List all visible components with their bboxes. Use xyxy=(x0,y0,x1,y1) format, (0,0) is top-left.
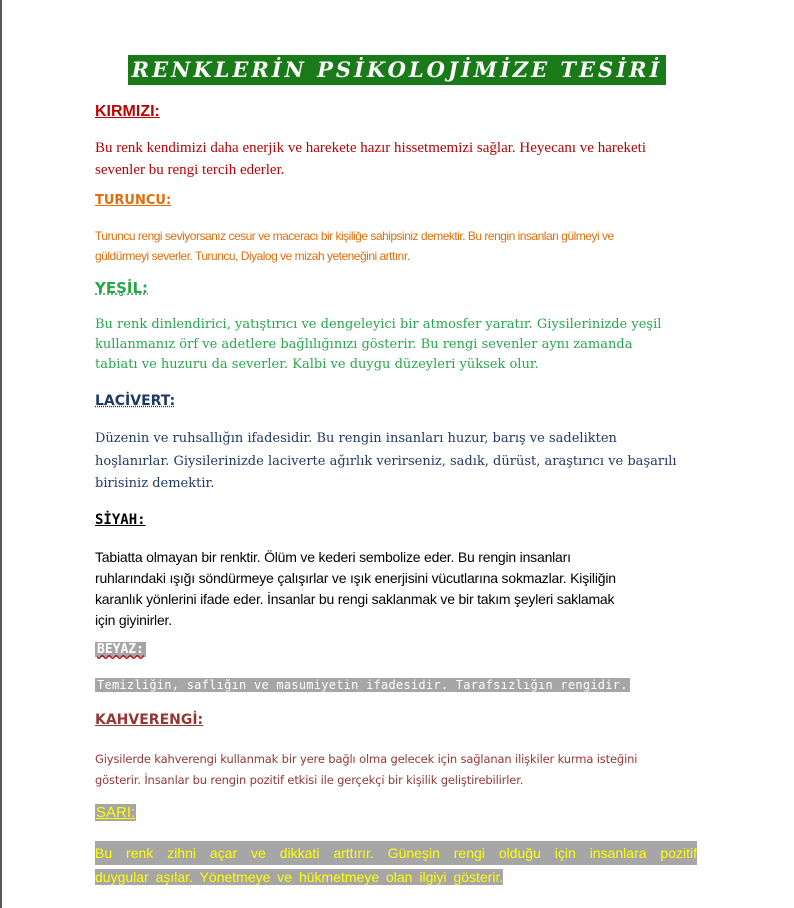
text-line: gösterir. İnsanlar bu rengin pozitif etkisi ile gerçekçi bir kişilik geliştirebilirler. xyxy=(95,773,524,787)
text-line: Giysilerde kahverengi kullanmak bir yere bağlı olma gelecek için sağlanan ilişkiler kurma isteğini xyxy=(95,752,638,766)
heading-yesil: YEŞİL: xyxy=(95,279,149,297)
text-line: hoşlanırlar. Giysilerinizde laciverte ağırlık verirseniz, sadık, dürüst, araştırıcı ve başarılı xyxy=(95,453,677,469)
text-sari xyxy=(95,841,697,889)
heading-beyaz: BEYAZ: xyxy=(97,642,144,657)
text-line: için giyinirler. xyxy=(95,612,172,628)
heading-turuncu: TURUNCU: xyxy=(95,193,172,208)
text-line: Düzenin ve ruhsallığın ifadesidir. Bu rengin insanları huzur, barış ve sadelikten xyxy=(95,431,617,446)
text-beyaz xyxy=(95,676,630,694)
title-wrap xyxy=(0,55,794,85)
text-line: duygular aşılar. Yönetmeye ve hükmetmeye olan ilgiyi gösterir. xyxy=(95,869,504,885)
text-line: Turuncu rengi seviyorsanız cesur ve maceracı bir kişiliğe sahipsiniz demektir. Bu rengin insanları gülmeyi ve xyxy=(95,229,614,243)
text-line: Bu renk dinlendirici, yatıştırıcı ve dengeleyici bir atmosfer yaratır. Giysilerinizde yeşil xyxy=(95,317,662,332)
text-kirmizi xyxy=(95,137,646,181)
text-line: karanlık yönlerini ifade eder. İnsanlar bu rengi saklanmak ve bir takım şeyleri saklamak xyxy=(95,591,615,607)
text-turuncu xyxy=(95,226,614,266)
text-line: ruhlarındaki ışığı söndürmeye çalışırlar ve ışık enerjisini vücutlarına sokmazlar. Kişiliğin xyxy=(95,570,616,586)
heading-sari: SARI: xyxy=(96,804,136,821)
text-siyah xyxy=(95,547,616,631)
text-line: kullanmanız örf ve adetlere bağlılığınızı gösterir. Bu rengi sevenler aynı zamanda xyxy=(95,337,633,352)
text-line: Tabiatta olmayan bir renktir. Ölüm ve kederi sembolize eder. Bu rengin insanları xyxy=(95,549,571,565)
heading-kirmizi: KIRMIZI: xyxy=(95,103,160,120)
heading-siyah: SİYAH: xyxy=(95,512,146,528)
text-line: Temizliğin, saflığın ve masumiyetin ifadesidir. Tarafsızlığın rengidir. xyxy=(97,678,628,692)
text-yesil xyxy=(95,315,661,375)
page-edge xyxy=(0,0,2,908)
text-line: güldürmeyi severler. Turuncu, Diyalog ve mizah yeteneğini arttırır. xyxy=(95,249,410,263)
text-line: sevenler bu rengi tercih ederler. xyxy=(95,162,285,178)
heading-kahverengi: KAHVERENGİ: xyxy=(95,712,204,728)
text-line: Bu renk kendimizi daha enerjik ve harekete hazır hissetmemizi sağlar. Heyecanı ve hareketi xyxy=(95,140,647,156)
heading-lacivert: LACİVERT: xyxy=(95,393,176,409)
page-title: RENKLERİN PSİKOLOJİMİZE TESİRİ xyxy=(128,55,667,85)
text-line: birisiniz demektir. xyxy=(95,476,215,491)
text-line: Bu renk zihni açar ve dikkati arttırır. Güneşin rengi olduğu için insanlara pozitif xyxy=(95,841,697,865)
text-kahverengi xyxy=(95,749,637,791)
text-line: tabiatı ve huzuru da severler. Kalbi ve duygu düzeyleri yüksek olur. xyxy=(95,357,539,372)
text-lacivert xyxy=(95,428,677,496)
